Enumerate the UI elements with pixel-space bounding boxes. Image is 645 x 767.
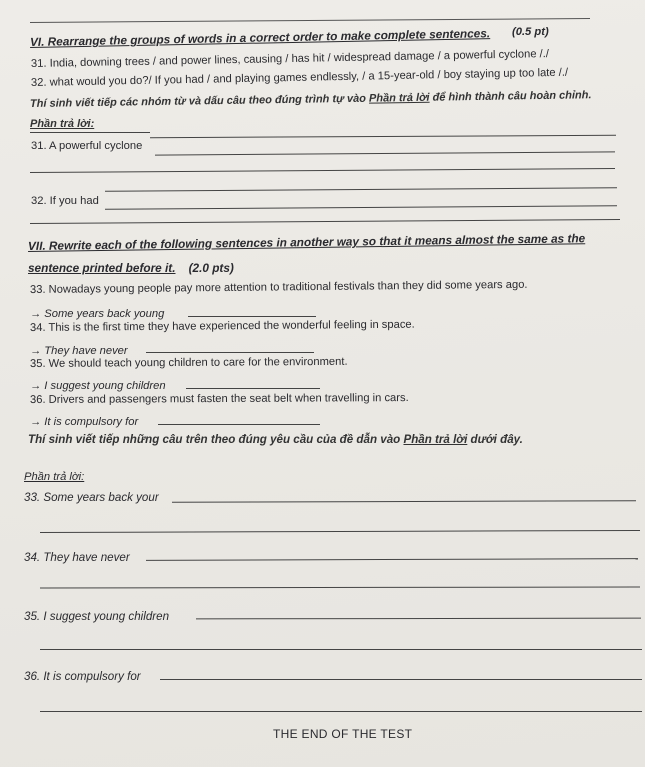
section-6-heading: VI. Rearrange the groups of words in a correct order to make complete sentences. — [29, 26, 491, 49]
answer-31-line — [150, 135, 616, 138]
answer-32-prompt: 32. If you had — [31, 195, 99, 207]
answer-32-blank[interactable] — [105, 205, 617, 210]
answer-31-prompt: 31. A powerful cyclone — [31, 140, 143, 152]
answer-31-blank[interactable] — [155, 151, 615, 155]
section-6-answer-label: Phần trả lời: — [30, 118, 95, 130]
question-34-blank — [146, 352, 314, 353]
answer-label-underline — [30, 132, 150, 133]
answer-33-prompt: 33. Some years back your — [24, 491, 159, 504]
answer-35-extra-line[interactable] — [40, 649, 642, 650]
question-34: 34. This is the first time they have experienced the wonderful feeling in space. — [29, 318, 415, 334]
answer-36-prompt: 36. It is compulsory for — [24, 670, 141, 683]
question-32: 32. what would you do?/ If you had / and playing games endlessly, / a 15-year-old / boy staying up too late /./ — [30, 66, 569, 89]
section-7-answer-label: Phần trả lời: — [24, 471, 85, 483]
section-6-points: (0.5 pt) — [512, 26, 549, 38]
answer-33-extra-line[interactable] — [40, 530, 640, 533]
section-6-instruction: Thí sinh viết tiếp các nhóm từ và dấu câu theo đúng trình tự vào Phần trả lời để hình thành câu hoàn chỉnh. — [29, 89, 592, 110]
question-33-blank — [188, 316, 316, 317]
answer-35-prompt: 35. I suggest young children — [24, 610, 170, 623]
question-35-blank — [186, 388, 320, 389]
answer-36-blank[interactable] — [160, 679, 642, 680]
question-35: 35. We should teach young children to care for the environment. — [29, 355, 348, 370]
question-36-prompt: → It is compulsory for — [30, 416, 139, 428]
question-33: 33. Nowadays young people pay more attention to traditional festivals than they did some years ago. — [29, 278, 528, 296]
question-36: 36. Drivers and passengers must fasten the seat belt when travelling in cars. — [29, 392, 409, 406]
answer-34-extra-line[interactable] — [40, 586, 640, 588]
answer-35-blank[interactable] — [196, 618, 641, 620]
answer-32-upper-line — [105, 187, 617, 192]
answer-36-extra-line[interactable] — [40, 711, 642, 712]
top-rule — [30, 18, 590, 23]
section-7-heading-line1: VII. Rewrite each of the following sentences in another way so that it means almost the same as the — [27, 231, 586, 253]
section-7-heading-line2: sentence printed before it. (2.0 pts) — [28, 261, 234, 275]
question-34-prompt: → They have never — [30, 345, 128, 357]
answer-32-extra-line[interactable] — [30, 219, 620, 224]
answer-33-blank[interactable] — [172, 500, 636, 503]
question-33-prompt: → Some years back young — [30, 308, 165, 320]
answer-34-blank[interactable] — [146, 558, 638, 561]
question-35-prompt: → I suggest young children — [30, 380, 166, 392]
answer-31-extra-line[interactable] — [30, 168, 615, 173]
answer-34-prompt: 34. They have never — [24, 551, 130, 564]
section-7-instruction: Thí sinh viết tiếp những câu trên theo đúng yêu cầu của đề dẫn vào Phần trả lời dưới đây. — [28, 433, 523, 446]
question-36-blank — [158, 424, 320, 425]
end-of-test: THE END OF THE TEST — [273, 727, 413, 741]
question-31: 31. India, downing trees / and power lines, causing / has hit / widespread damage / a powerful cyclone /./ — [30, 48, 550, 70]
